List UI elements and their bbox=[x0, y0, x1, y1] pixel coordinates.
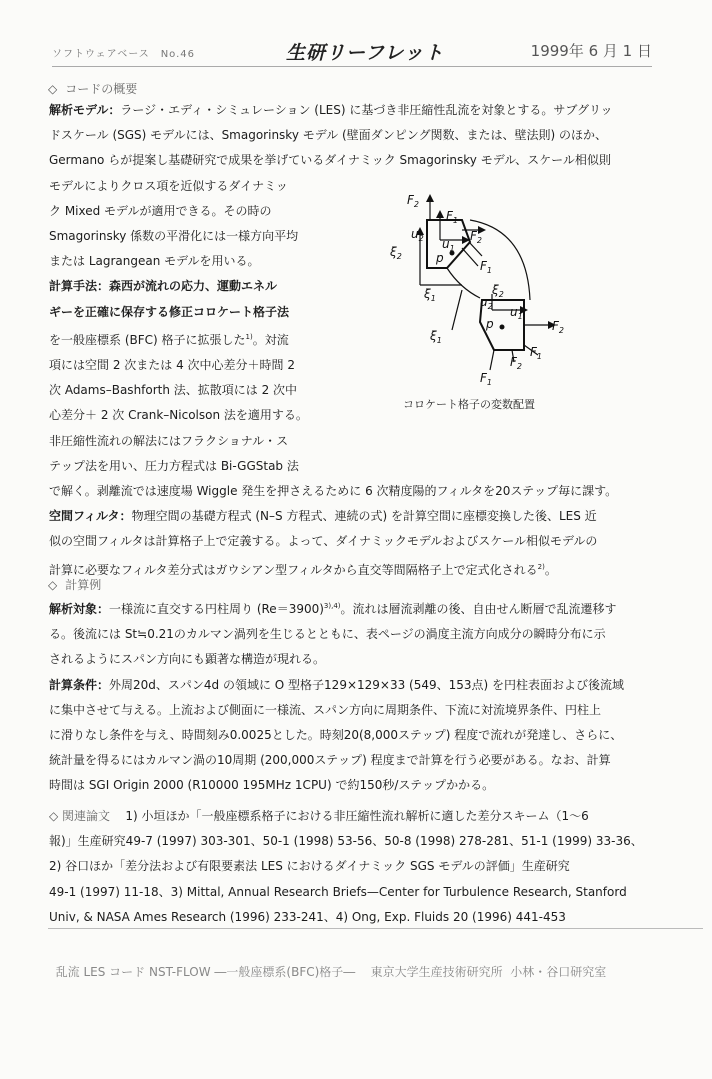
label-model: 解析モデル： bbox=[49, 103, 121, 117]
label-u1-lower: $u_1$ bbox=[510, 305, 523, 321]
label-p: p bbox=[436, 251, 444, 265]
arrowhead bbox=[436, 210, 444, 218]
label-xi1-lower: $\xi_1$ bbox=[430, 329, 442, 345]
ref-mark: 2) bbox=[537, 562, 545, 571]
text-line: 計算に必要なフィルタ差分式はガウシアン型フィルタから直交等間隔格子上で定式化される bbox=[49, 562, 538, 577]
text-line: モデルによりクロス項を近似するダイナミッ bbox=[49, 178, 288, 193]
section-title: 関連論文 bbox=[62, 809, 111, 823]
label-xi2: $\xi_2$ bbox=[390, 245, 402, 261]
text-line: 時間は SGI Origin 2000 (R10000 195MHz 1CPU) で約150秒/ステップかかる。 bbox=[49, 778, 495, 793]
text-line: 森西が流れの応力、運動エネル bbox=[109, 279, 278, 294]
issue-date: 1999年 6 月 1 日 bbox=[530, 42, 652, 60]
page-header bbox=[52, 40, 652, 62]
label-u1: $u_1$ bbox=[442, 237, 455, 253]
reference-line: 2) 谷口ほか「差分法および有限要素法 LES におけるダイナミック SGS モデルの評価」生産研究 bbox=[49, 859, 570, 874]
label-filter: 空間フィルタ： bbox=[49, 509, 132, 524]
label-target: 解析対象： bbox=[49, 602, 110, 616]
text-line: ギーを正確に保存する修正コロケート格子法 bbox=[49, 304, 290, 319]
ref-mark: 1) bbox=[245, 332, 253, 341]
label-xi2-lower: $\xi_2$ bbox=[492, 283, 504, 299]
references-paragraph bbox=[49, 804, 643, 930]
footer-institute: 東京大学生産技術研究所 bbox=[370, 965, 503, 979]
text-line: る。後流には St≒0.21のカルマン渦列を生じるとともに、表ページの渦度主流方向成分の瞬時分布に示 bbox=[49, 627, 606, 642]
label-conditions: 計算条件： bbox=[49, 677, 110, 692]
footer-code-name: 乱流 LES コード NST-FLOW ―一般座標系(BFC)格子― bbox=[55, 965, 356, 979]
figure-caption: コロケート格子の変数配置 bbox=[403, 398, 535, 411]
text-line: ラージ・エディ・シミュレーション (LES) に基づき非圧縮性乱流を対象とする。サブグリッ bbox=[120, 103, 613, 117]
collocated-grid-diagram bbox=[352, 190, 582, 390]
label-xi1: $\xi_1$ bbox=[424, 287, 436, 303]
series-label: ソフトウェアベース No.46 bbox=[52, 49, 196, 60]
label-F1-mid: $F_1$ bbox=[480, 259, 492, 275]
label-u2: $u_2$ bbox=[411, 227, 424, 243]
label-F2: $F_2$ bbox=[407, 193, 419, 209]
label-p-lower: p bbox=[486, 317, 494, 331]
label-F1-lower: $F_1$ bbox=[530, 345, 542, 361]
text-line: 項には空間 2 次または 4 次中心差分＋時間 2 bbox=[49, 358, 295, 373]
text-line: 非圧縮性流れの解法にはフラクショナル・ス bbox=[49, 433, 289, 448]
text-line: テップ法を用い、圧力方程式は Bi-GGStab 法 bbox=[49, 458, 299, 473]
reference-line: 49-1 (1997) 11-18、3) Mittal, Annual Research Briefs—Center for Turbulence Research, Stanford bbox=[49, 884, 627, 899]
label-F2-mid: $F_2$ bbox=[470, 229, 482, 245]
text-line: Smagorinsky 係数の平滑化には一様方向平均 bbox=[49, 229, 299, 244]
page-footer bbox=[48, 935, 703, 980]
text-line: 次 Adams–Bashforth 法、拡散項には 2 次中 bbox=[49, 383, 298, 398]
diamond-icon: ◇ bbox=[48, 578, 58, 592]
text-line: 統計量を得るにはカルマン渦の10周期 (200,000ステップ) 程度まで計算を行う必要がある。なお、計算 bbox=[49, 753, 611, 768]
arrowhead bbox=[426, 194, 434, 202]
label-F1-top: $F_1$ bbox=[446, 209, 458, 225]
reference-line: Univ, & NASA Ames Research (1996) 233-241、4) Ong, Exp. Fluids 20 (1996) 441-453 bbox=[49, 909, 566, 924]
F1-bottom-arrow bbox=[490, 350, 494, 370]
label-method: 計算手法： bbox=[49, 279, 110, 294]
label-F2-bottom: $F_2$ bbox=[510, 355, 522, 371]
reference-line: 報)」生産研究49-7 (1997) 303-301、50-1 (1998) 53-56、50-8 (1998) 278-281、51-1 (1999) 33-36、 bbox=[49, 834, 643, 849]
inner-boundary bbox=[447, 268, 480, 298]
text-line: 。 bbox=[544, 562, 557, 577]
example-paragraph bbox=[49, 594, 624, 799]
xi1-lower-axis bbox=[452, 290, 462, 330]
section-heading-example bbox=[48, 576, 101, 593]
ref-mark: 3),4) bbox=[323, 602, 341, 610]
text-line: ク Mixed モデルが適用できる。その時の bbox=[49, 203, 272, 218]
text-line: 。流れは層流剥離の後、自由せん断層で乱流遷移す bbox=[340, 602, 617, 616]
pressure-point bbox=[500, 325, 505, 330]
section-title: 計算例 bbox=[65, 578, 102, 592]
F1-arrow bbox=[462, 248, 478, 266]
text-line: で解く。剥離流では速度場 Wiggle 発生を押さえるために 6 次精度陽的フィルタを20ステップ毎に課す。 bbox=[49, 484, 618, 499]
text-line: 外周20d、スパン4d の領域に O 型格子129×129×33 (549、153点) を円柱表面および後流域 bbox=[109, 677, 625, 692]
text-line: 心差分＋ 2 次 Crank–Nicolson 法を適用する。 bbox=[49, 408, 308, 423]
text-line: Germano らが提案し基礎研究で成果を挙げているダイナミック Smagorinsky モデル、スケール相似則 bbox=[49, 153, 611, 168]
label-F1-bottom: $F_1$ bbox=[480, 371, 492, 387]
text-line: 一様流に直交する円柱周り (Re＝3900) bbox=[109, 602, 324, 616]
text-line: に滑りなし条件を与え、時間刻み0.0025とした。時刻20(8,000ステップ) 程度で流れが発達し、さらに、 bbox=[49, 728, 623, 743]
text-line: に集中させて与える。上流および側面に一様流、スパン方向に周期条件、下流に対流境界条件、円柱上 bbox=[49, 702, 602, 717]
label-u2-lower: $u_2$ bbox=[480, 295, 493, 311]
header-rule bbox=[52, 66, 652, 67]
footer-lab: 小林・谷口研究室 bbox=[510, 965, 607, 979]
label-F2-lower: $F_2$ bbox=[552, 319, 564, 335]
text-line: または Lagrangean モデルを用いる。 bbox=[49, 254, 260, 269]
text-line: ドスケール (SGS) モデルには、Smagorinsky モデル (壁面ダンピング関数、または、壁法則) のほか、 bbox=[49, 128, 608, 143]
section-heading-overview bbox=[48, 80, 137, 97]
leaflet-title: 生研リーフレット bbox=[286, 42, 445, 64]
reference-line: 1) 小垣ほか「一般座標系格子における非圧縮性流れ解析に適した差分スキーム（1～6 bbox=[125, 809, 589, 823]
diamond-icon: ◇ bbox=[48, 82, 58, 96]
diamond-icon: ◇ bbox=[49, 809, 63, 823]
text-line: 物理空間の基礎方程式 (N–S 方程式、連続の式) を計算空間に座標変換した後、LES 近 bbox=[131, 509, 597, 524]
text-line: 似の空間フィルタは計算格子上で定義する。よって、ダイナミックモデルおよびスケール相似モデルの bbox=[49, 534, 598, 549]
arrowhead bbox=[478, 226, 486, 234]
text-line: 。対流 bbox=[252, 332, 289, 347]
text-line: を一般座標系 (BFC) 格子に拡張した bbox=[49, 332, 246, 347]
section-title: コードの概要 bbox=[65, 82, 138, 96]
text-line: されるようにスパン方向にも顕著な構造が現れる。 bbox=[49, 652, 326, 667]
footer-rule bbox=[48, 928, 703, 929]
